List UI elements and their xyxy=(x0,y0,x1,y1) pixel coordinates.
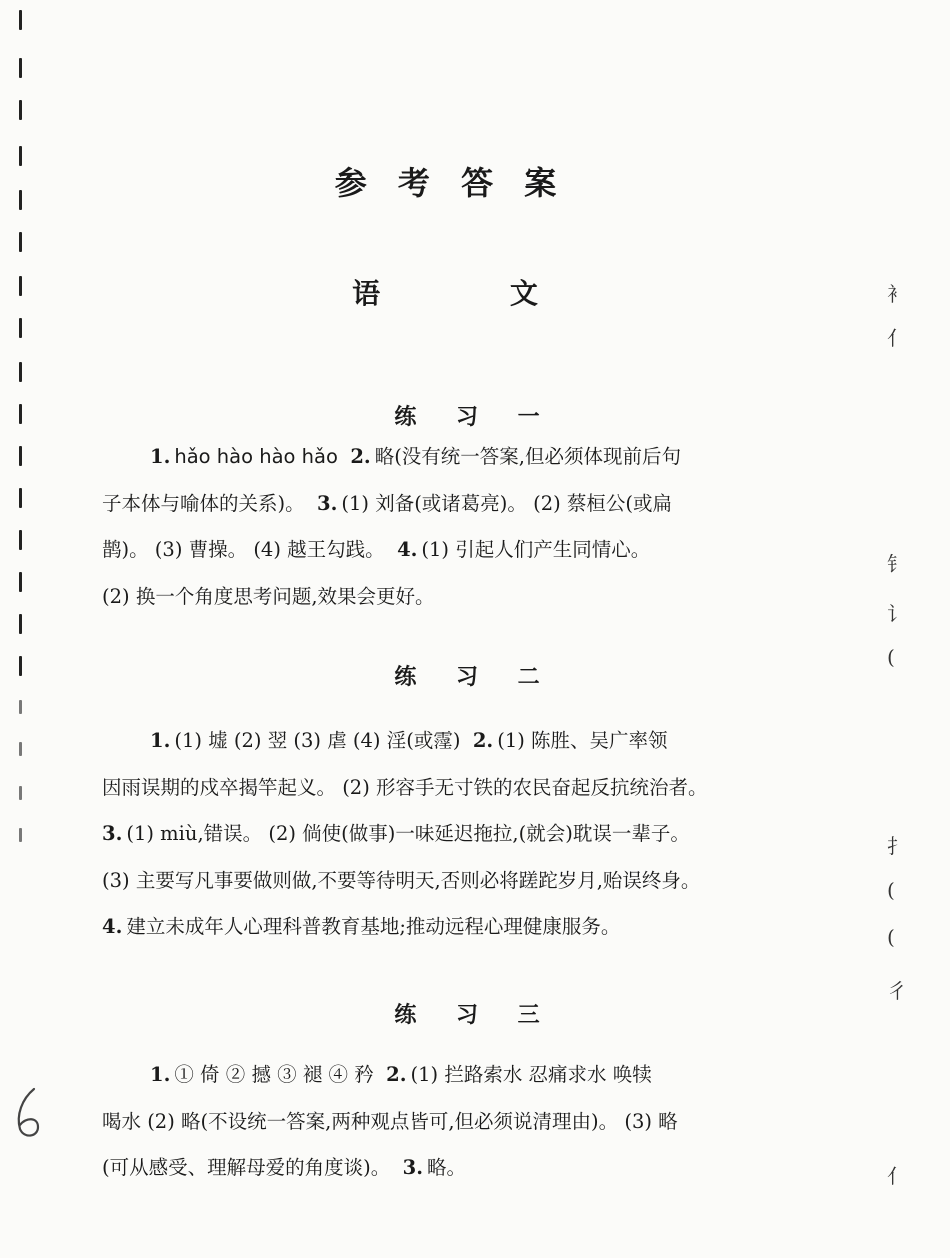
margin-fragment: 衤 xyxy=(887,282,907,306)
text-line: (可从感受、理解母爱的角度谈)。 3. 略。 xyxy=(102,1156,466,1179)
text-line: (2) 换一个角度思考问题,效果会更好。 xyxy=(102,584,435,608)
binding-dash xyxy=(19,614,22,634)
subject-title: 语 文 xyxy=(352,277,598,310)
section-2-body xyxy=(102,718,850,951)
text-line: 1. ① 倚 ② 撼 ③ 褪 ④ 矜 2. (1) 拦路索水 忍痛求水 唤犊 xyxy=(150,1063,652,1086)
adjacent-page-fragments xyxy=(887,0,907,1258)
binding-dash xyxy=(19,700,22,714)
text-line: 3. (1) miù,错误。 (2) 倘使(做事)一味延迟拖拉,(就会)耽误一辈子。 xyxy=(102,822,690,845)
margin-fragment: 讠 xyxy=(887,602,907,626)
section-heading-1: 练 习 一 xyxy=(394,404,556,430)
text-line: 鹊)。 (3) 曹操。 (4) 越王勾践。 4. (1) 引起人们产生同情心。 xyxy=(102,538,651,561)
text-line: 4. 建立未成年人心理科普教育基地;推动远程心理健康服务。 xyxy=(102,915,621,938)
margin-fragment: 扌 xyxy=(887,834,907,858)
margin-fragment: 亻 xyxy=(887,326,907,350)
binding-dash xyxy=(19,488,22,508)
section-1-body xyxy=(102,434,850,620)
binding-dash xyxy=(19,446,22,466)
text-line: 喝水 (2) 略(不设统一答案,两种观点皆可,但必须说清理由)。 (3) 略 xyxy=(102,1109,678,1133)
section-heading-2: 练 习 二 xyxy=(394,664,556,690)
margin-fragment: ( xyxy=(887,645,895,669)
text-line: 1. hǎo hào hào hǎo 2. 略(没有统一答案,但必须体现前后句 xyxy=(150,445,681,468)
binding-dash xyxy=(19,828,22,842)
text-line: (3) 主要写凡事要做则做,不要等待明天,否则必将蹉跎岁月,贻误终身。 xyxy=(102,868,701,892)
margin-fragment: 彳 xyxy=(887,979,907,1003)
text-line: 因雨误期的戍卒揭竿起义。 (2) 形容手无寸铁的农民奋起反抗统治者。 xyxy=(102,775,708,799)
section-3-body xyxy=(102,1052,850,1192)
binding-dash xyxy=(19,100,22,120)
margin-fragment: ( xyxy=(887,878,895,902)
text-line: 子本体与喻体的关系)。 3. (1) 刘备(或诸葛亮)。 (2) 蔡桓公(或扁 xyxy=(102,491,673,515)
text-line: 1. (1) 墟 (2) 翌 (3) 虐 (4) 淫(或霪) 2. (1) 陈胜、吴广率领 xyxy=(150,729,668,752)
binding-dash xyxy=(19,318,22,338)
margin-fragment: 亻 xyxy=(887,1164,907,1188)
binding-dash xyxy=(19,10,22,30)
handwritten-page-number xyxy=(12,1085,46,1141)
binding-dash xyxy=(19,58,22,78)
margin-fragment: ( xyxy=(887,925,895,949)
binding-dash xyxy=(19,742,22,756)
margin-fragment: 钅 xyxy=(887,552,907,576)
binding-dash xyxy=(19,530,22,550)
section-heading-3: 练 习 三 xyxy=(394,1002,556,1028)
binding-dash xyxy=(19,786,22,800)
page-title: 参 考 答 案 xyxy=(334,164,567,202)
binding-dash xyxy=(19,232,22,252)
binding-dash xyxy=(19,362,22,382)
binding-dash xyxy=(19,572,22,592)
